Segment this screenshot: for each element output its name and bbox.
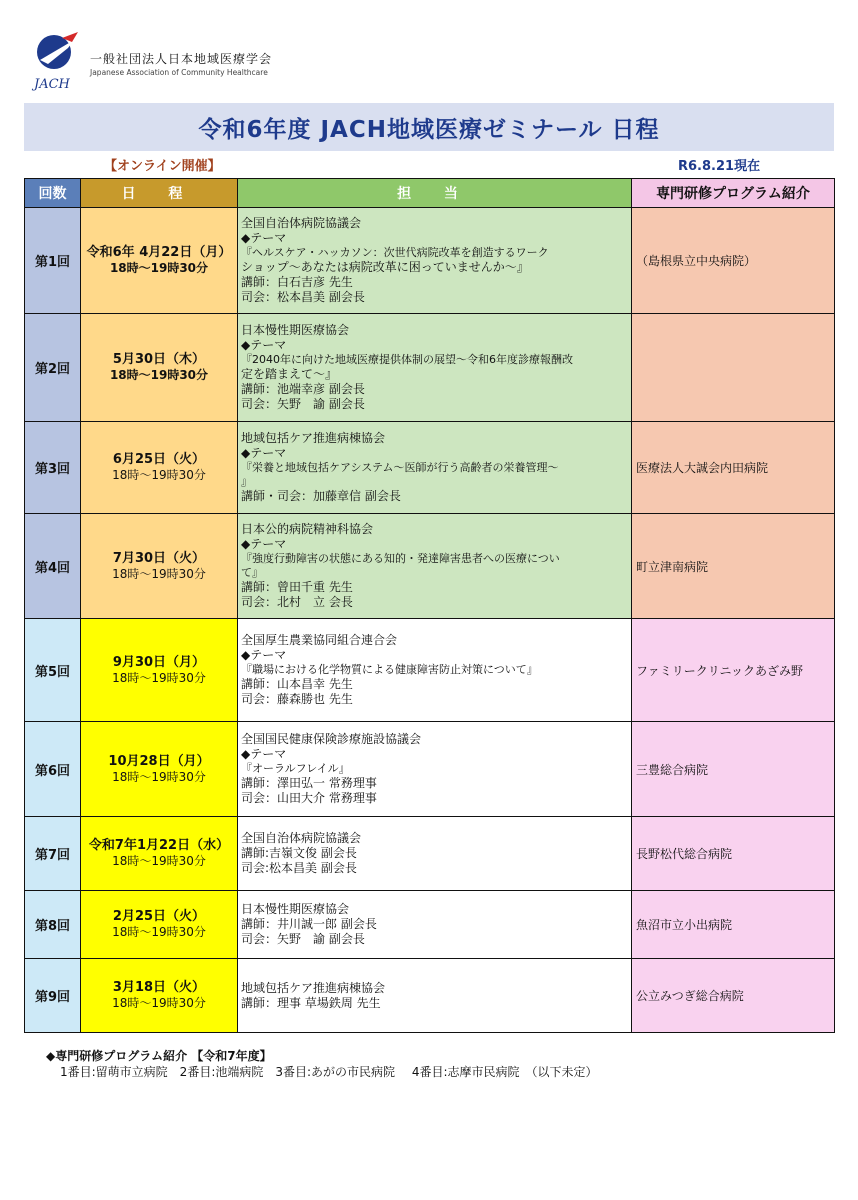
date-text: 5月30日（木） <box>112 352 206 367</box>
staff-line: 講師：池端幸彦 副会長 <box>241 382 365 396</box>
staff-line: 日本慢性期医療協会 <box>241 323 350 337</box>
staff-line: 講師・司会：加藤章信 副会長 <box>241 489 401 503</box>
footer-title: ◆専門研修プログラム紹介 【令和7年度】 <box>46 1049 272 1063</box>
staff-line: 司会:松本昌美 副会長 <box>241 861 357 875</box>
session-staff <box>238 314 632 422</box>
program-introduction: ファミリークリニックあざみ野 <box>632 619 835 722</box>
online-label: 【オンライン開催】 <box>104 159 221 174</box>
session-number: 第7回 <box>25 817 81 891</box>
staff-line: 『ヘルスケア・ハッカソン：次世代病院改革を創造するワーク <box>241 246 549 259</box>
as-of-date: R6.8.21現在 <box>678 159 761 174</box>
staff-line: 全国自治体病院協議会 <box>241 831 362 845</box>
session-staff <box>238 514 632 619</box>
session-staff <box>238 891 632 959</box>
schedule-table <box>24 178 835 1033</box>
staff-line: 司会：山田大介 常務理事 <box>241 791 377 805</box>
jach-logo <box>28 30 88 94</box>
time-text: 18時～19時30分 <box>109 368 209 382</box>
table-row <box>25 722 835 817</box>
session-number: 第5回 <box>25 619 81 722</box>
time-text: 18時～19時30分 <box>112 566 206 581</box>
table-row <box>25 619 835 722</box>
date-text: 7月30日（火） <box>112 550 206 566</box>
staff-line: 全国自治体病院協議会 <box>241 216 362 230</box>
staff-line: 司会：矢野 諭 副会長 <box>241 397 365 411</box>
session-staff <box>238 959 632 1033</box>
session-number: 第8回 <box>25 891 81 959</box>
table-row <box>25 514 835 619</box>
time-text: 18時～19時30分 <box>112 468 206 482</box>
time-text: 18時～19時30分 <box>112 996 206 1010</box>
staff-line: 『2040年に向けた地域医療提供体制の展望～令和6年度診療報酬改 <box>241 353 573 366</box>
staff-line: 『栄養と地域包括ケアシステム～医師が行う高齢者の栄養管理～ <box>241 461 559 474</box>
table-body <box>25 208 835 1033</box>
date-text: 2月25日（火） <box>112 909 206 924</box>
staff-line: 講師：白石吉彦 先生 <box>241 275 353 289</box>
staff-line: 』 <box>241 475 252 488</box>
session-number: 第1回 <box>25 208 81 314</box>
staff-line: ショップ～あなたは病院改革に困っていませんか～』 <box>241 260 529 274</box>
staff-line: ◆テーマ <box>241 338 287 352</box>
date-text: 9月30日（月） <box>112 654 206 670</box>
staff-line: 定を踏まえて～』 <box>241 367 338 381</box>
program-introduction: 魚沼市立小出病院 <box>632 891 835 959</box>
staff-line: 司会：藤森勝也 先生 <box>241 692 353 706</box>
organization-name-english: Japanese Association of Community Healthcare <box>90 68 268 77</box>
session-date <box>81 722 238 817</box>
time-text: 18時～19時30分 <box>109 261 209 275</box>
program-introduction: 三豊総合病院 <box>632 722 835 817</box>
staff-line: 講師:吉嶺文俊 副会長 <box>241 846 357 860</box>
program-introduction: （島根県立中央病院） <box>632 208 835 314</box>
session-date <box>81 619 238 722</box>
page-title: 令和6年度 JACH地域医療ゼミナール 日程 <box>198 116 660 143</box>
header-staff: 担 当 <box>238 179 632 208</box>
session-number: 第9回 <box>25 959 81 1033</box>
session-date <box>81 514 238 619</box>
staff-line: 地域包括ケア推進病棟協会 <box>241 980 386 995</box>
staff-line: 地域包括ケア推進病棟協会 <box>241 431 386 445</box>
staff-line: 講師：山本昌幸 先生 <box>241 677 353 691</box>
staff-line: 日本公的病院精神科協会 <box>241 522 374 536</box>
staff-line: 司会：松本昌美 副会長 <box>241 290 365 304</box>
staff-line: ◆テーマ <box>241 648 287 662</box>
date-text: 6月25日（火） <box>112 452 206 467</box>
header-program: 専門研修プログラム紹介 <box>632 179 835 208</box>
program-introduction: 長野松代総合病院 <box>632 817 835 891</box>
session-date <box>81 891 238 959</box>
staff-line: ◆テーマ <box>241 446 287 460</box>
session-number: 第3回 <box>25 422 81 514</box>
header-no: 回数 <box>25 179 81 208</box>
date-text: 10月28日（月） <box>108 753 210 769</box>
time-text: 18時～19時30分 <box>112 925 206 939</box>
date-text: 令和7年1月22日（水） <box>88 838 230 853</box>
session-staff <box>238 619 632 722</box>
staff-line: 『オーラルフレイル』 <box>241 762 350 775</box>
table-header-row <box>25 179 835 208</box>
table-row <box>25 208 835 314</box>
staff-line: ◆テーマ <box>241 231 287 245</box>
title-band <box>24 103 834 151</box>
staff-line: 全国国民健康保険診療施設協議会 <box>241 732 422 746</box>
session-date <box>81 208 238 314</box>
session-number: 第6回 <box>25 722 81 817</box>
program-introduction <box>632 314 835 422</box>
staff-line: 講師：澤田弘一 常務理事 <box>241 776 377 790</box>
staff-line: 全国厚生農業協同組合連合会 <box>241 633 398 647</box>
session-staff <box>238 817 632 891</box>
organization-name: 一般社団法人日本地域医療学会 <box>90 52 273 66</box>
time-text: 18時～19時30分 <box>112 769 206 784</box>
footer-program-list: 1番目:留萌市立病院 2番目:池端病院 3番目:あがの市民病院 4番目:志摩市民病院 （以下未定） <box>60 1065 598 1079</box>
staff-line: 司会：矢野 諭 副会長 <box>241 932 365 946</box>
svg-text:JACH: JACH <box>34 77 70 92</box>
time-text: 18時～19時30分 <box>112 854 206 868</box>
session-date <box>81 959 238 1033</box>
staff-line: ◆テーマ <box>241 747 287 761</box>
session-staff <box>238 722 632 817</box>
staff-line: 『職場における化学物質による健康障害防止対策について』 <box>241 663 538 676</box>
table-row <box>25 959 835 1033</box>
program-introduction: 町立津南病院 <box>632 514 835 619</box>
session-number: 第2回 <box>25 314 81 422</box>
staff-line: 日本慢性期医療協会 <box>241 902 350 916</box>
table-row <box>25 891 835 959</box>
date-text: 3月18日（火） <box>112 980 206 995</box>
program-introduction: 公立みつぎ総合病院 <box>632 959 835 1033</box>
session-staff <box>238 208 632 314</box>
session-number: 第4回 <box>25 514 81 619</box>
table-row <box>25 817 835 891</box>
program-introduction: 医療法人大誠会内田病院 <box>632 422 835 514</box>
time-text: 18時～19時30分 <box>112 670 206 685</box>
session-date <box>81 422 238 514</box>
staff-line: 講師：理事 草場鉄周 先生 <box>241 995 381 1010</box>
table-row <box>25 314 835 422</box>
table-row <box>25 422 835 514</box>
header-date: 日 程 <box>81 179 238 208</box>
staff-line: 講師：曾田千重 先生 <box>241 580 353 594</box>
session-staff <box>238 422 632 514</box>
date-text: 令和6年 4月22日（月） <box>86 245 232 260</box>
staff-line: 司会：北村 立 会長 <box>241 595 353 609</box>
staff-line: て』 <box>241 566 263 579</box>
session-date <box>81 817 238 891</box>
session-date <box>81 314 238 422</box>
staff-line: 講師：井川誠一郎 副会長 <box>241 917 377 931</box>
staff-line: ◆テーマ <box>241 537 287 551</box>
staff-line: 『強度行動障害の状態にある知的・発達障害患者への医療につい <box>241 552 560 565</box>
